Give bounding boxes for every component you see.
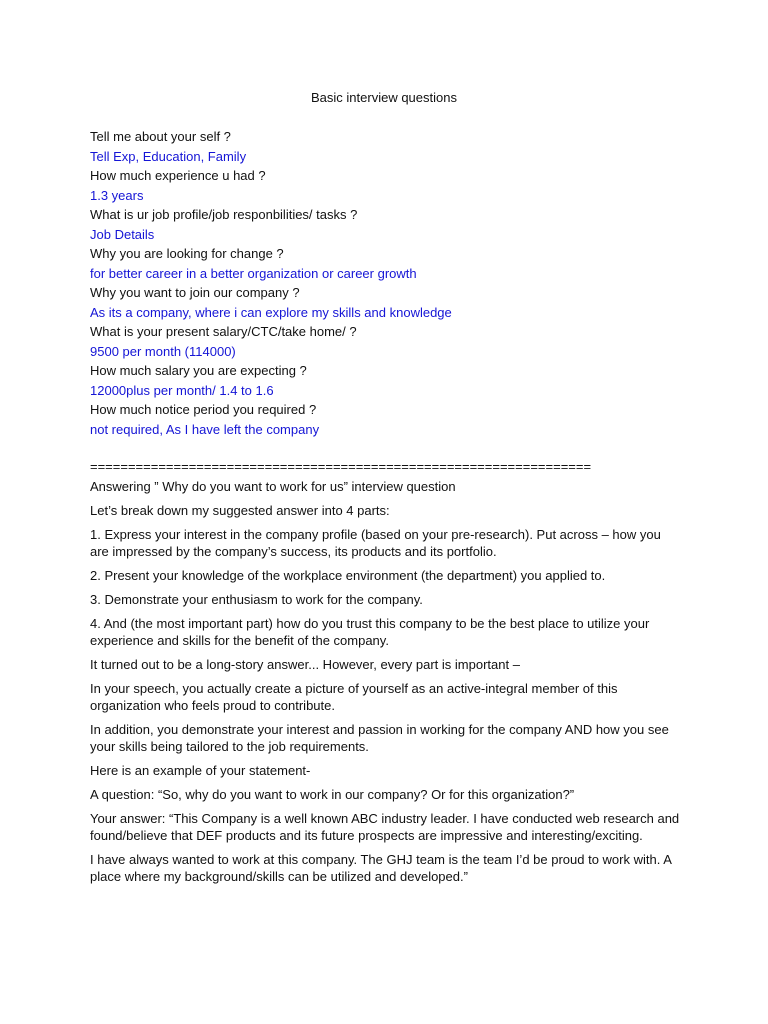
answer-1: Tell Exp, Education, Family <box>90 148 247 164</box>
page-title: Basic interview questions <box>311 90 457 105</box>
paragraph-point-3: 3. Demonstrate your enthusiasm to work for the company. <box>90 592 423 607</box>
question-2: How much experience u had ? <box>90 168 266 183</box>
question-5: Why you want to join our company ? <box>90 285 300 300</box>
question-8: How much notice period you required ? <box>90 402 317 417</box>
paragraph-point-2: 2. Present your knowledge of the workplace environment (the department) you applied to. <box>90 568 606 583</box>
question-4: Why you are looking for change ? <box>90 246 284 261</box>
article-heading: Answering ” Why do you want to work for us” interview question <box>90 479 456 494</box>
question-7: How much salary you are expecting ? <box>90 363 307 378</box>
qa-list <box>90 127 690 439</box>
answer-3: Job Details <box>90 226 155 242</box>
paragraph-speech: In your speech, you actually create a picture of yourself as an active-integral member of this organization who feels proud to contribute. <box>90 681 618 713</box>
question-6: What is your present salary/CTC/take home/ ? <box>90 324 357 339</box>
answer-6: 9500 per month (114000) <box>90 343 236 359</box>
article-section <box>90 478 680 892</box>
paragraph-example-intro: Here is an example of your statement- <box>90 763 311 778</box>
question-1: Tell me about your self ? <box>90 129 231 144</box>
paragraph-addition: In addition, you demonstrate your interest and passion in working for the company AND how you see your skills being tailored to the job requirements. <box>90 722 669 754</box>
paragraph-question: A question: “So, why do you want to work in our company? Or for this organization?” <box>90 787 575 802</box>
question-3: What is ur job profile/job responbilities/ tasks ? <box>90 207 358 222</box>
paragraph-intro: Let’s break down my suggested answer into 4 parts: <box>90 503 390 518</box>
paragraph-point-1: 1. Express your interest in the company profile (based on your pre-research). Put across – how you are impressed by the company’s success, its products and its portfolio. <box>90 527 661 559</box>
paragraph-answer: Your answer: “This Company is a well known ABC industry leader. I have conducted web research and found/believe that DEF products and its future prospects are impressive and interesting/exciting. <box>90 811 680 843</box>
section-divider: ================================================================== <box>90 459 592 474</box>
paragraph-long-story: It turned out to be a long-story answer... However, every part is important – <box>90 657 520 672</box>
answer-7: 12000plus per month/ 1.4 to 1.6 <box>90 382 274 398</box>
answer-4: for better career in a better organization or career growth <box>90 265 417 281</box>
answer-5: As its a company, where i can explore my skills and knowledge <box>90 304 452 320</box>
paragraph-closing: I have always wanted to work at this company. The GHJ team is the team I’d be proud to work with. A place where my background/skills can be utilized and developed.” <box>90 852 672 884</box>
answer-8: not required, As I have left the company <box>90 421 320 437</box>
paragraph-point-4: 4. And (the most important part) how do you trust this company to be the best place to utilize your experience and skills for the benefit of the company. <box>90 616 650 648</box>
answer-2: 1.3 years <box>90 187 144 203</box>
